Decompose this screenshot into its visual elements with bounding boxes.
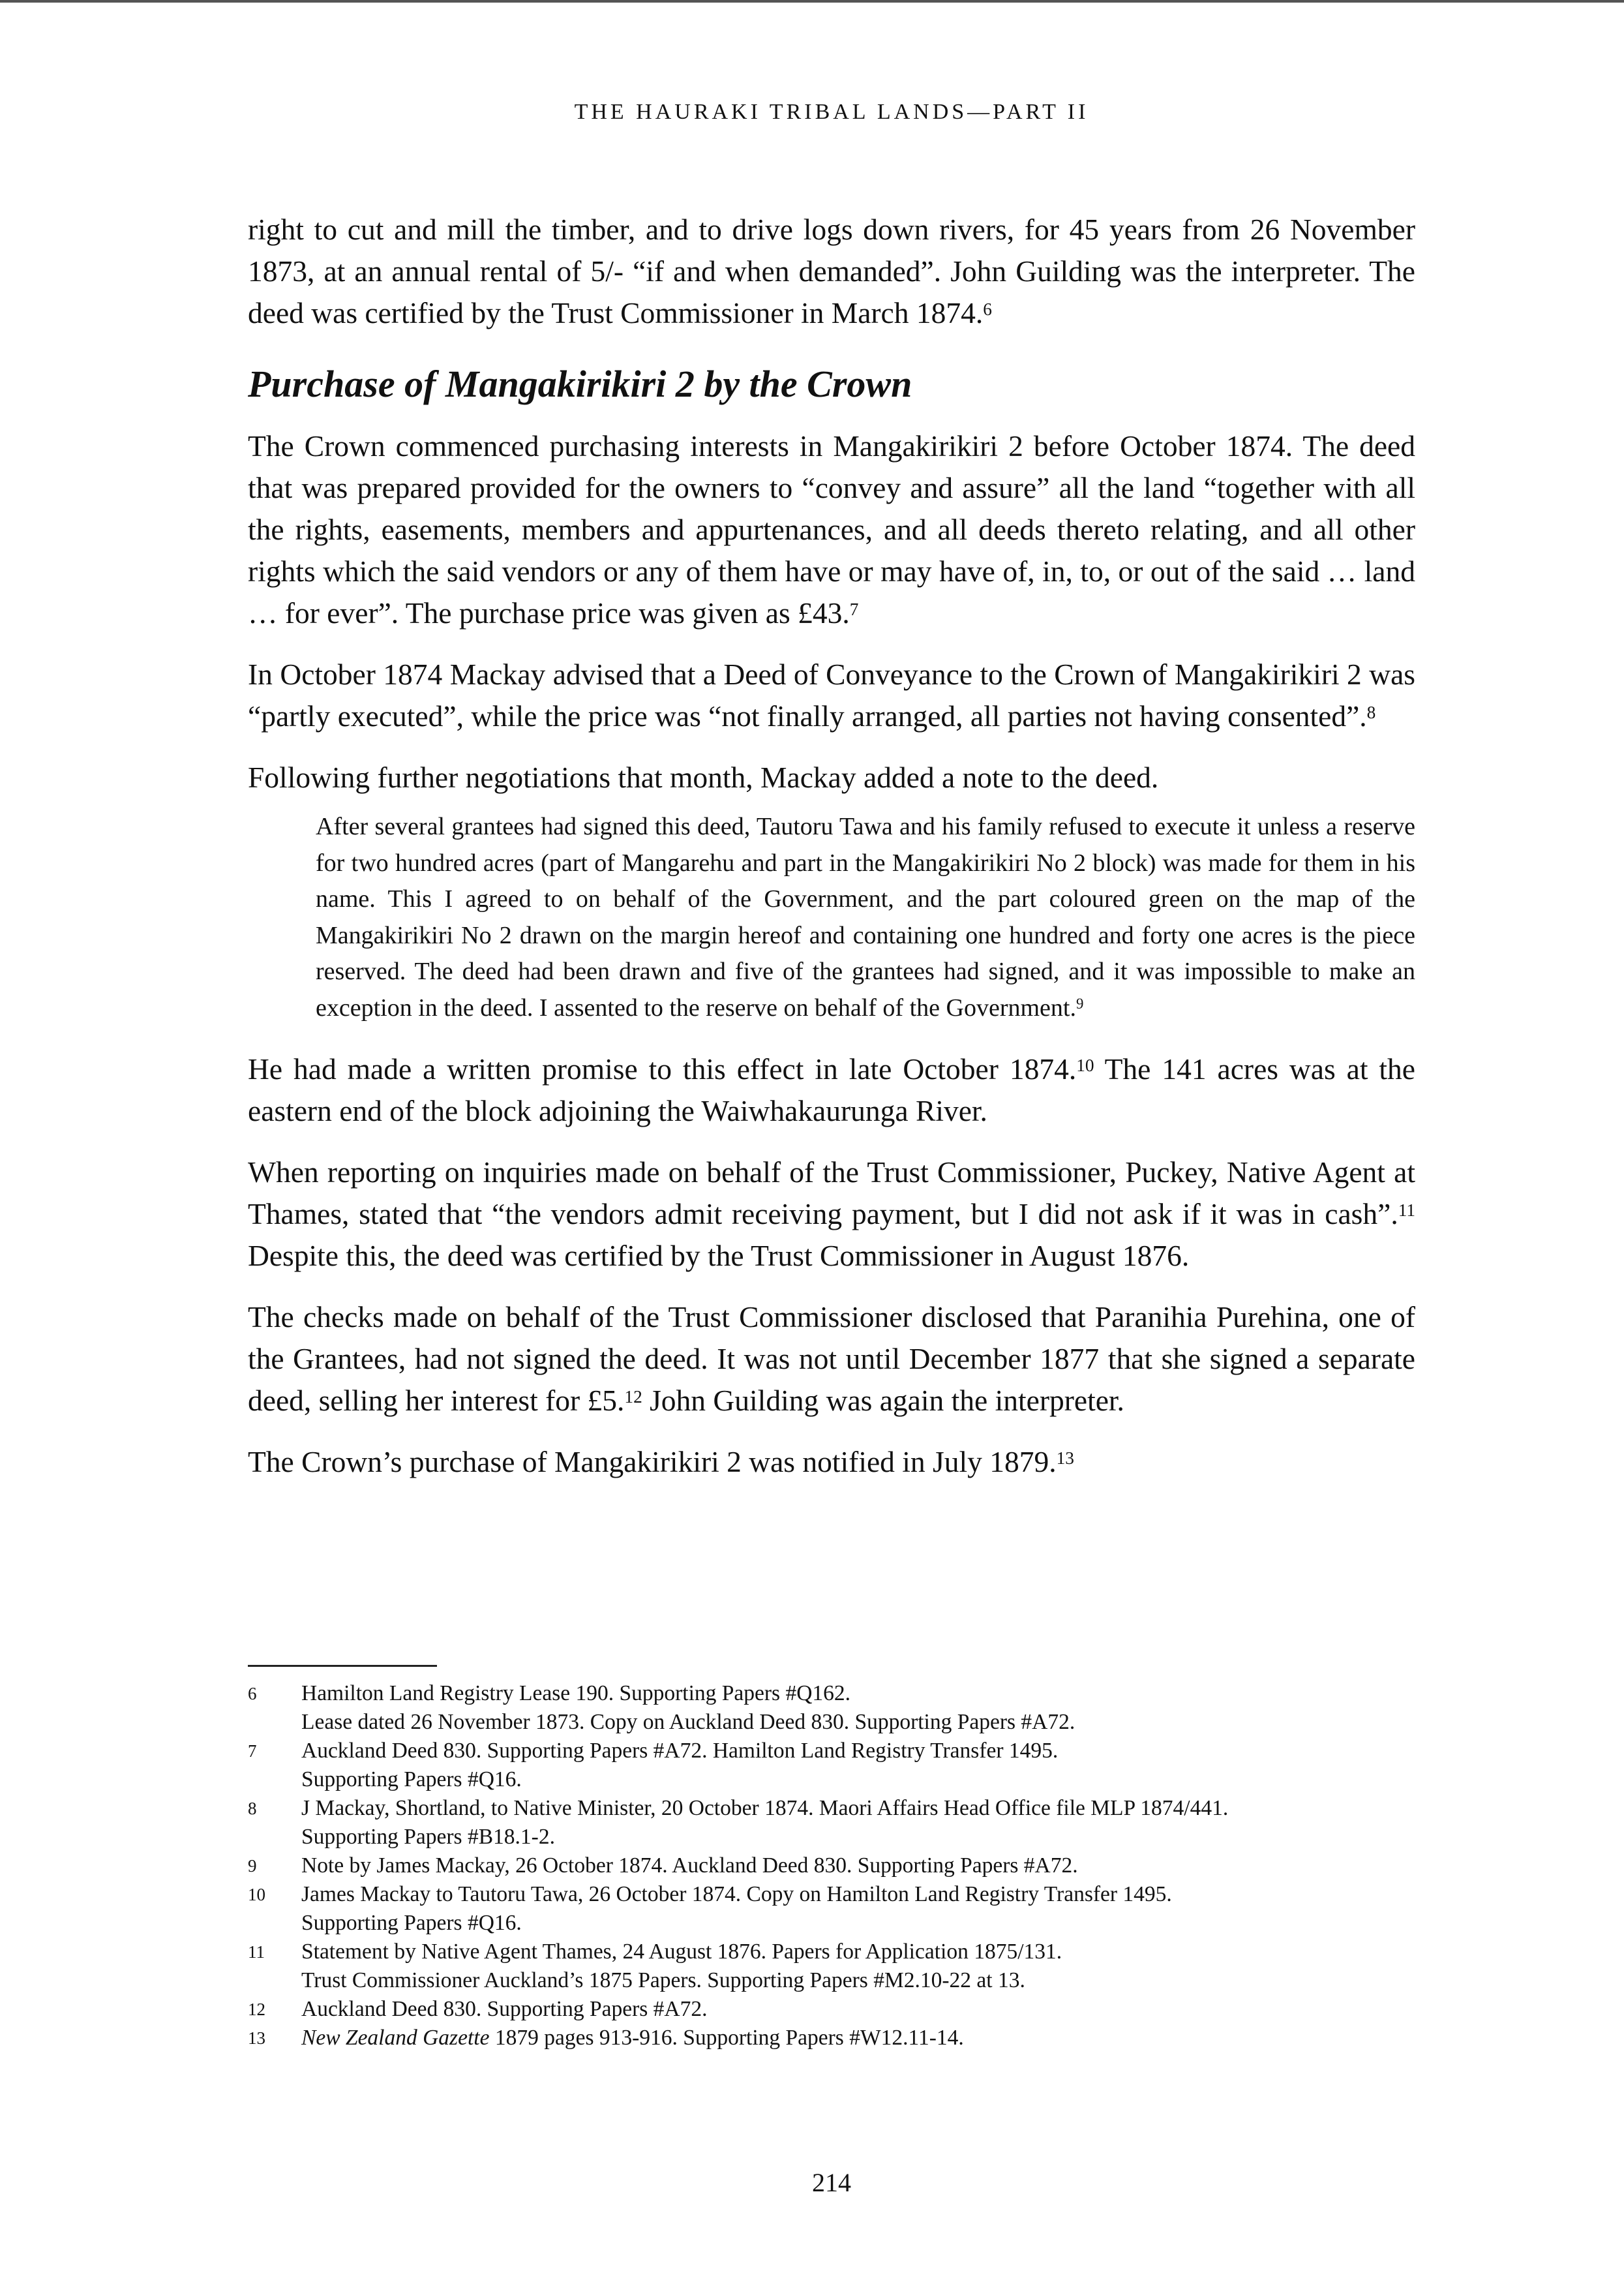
paragraph-deed-conveyance (248, 654, 1415, 737)
paragraph-negotiations (248, 757, 1415, 799)
footnote-ref[interactable]: 9 (1075, 996, 1084, 1013)
footnote-number: 9 (248, 1856, 257, 1876)
footnote-13 (248, 2024, 1415, 2052)
body-text (248, 209, 1415, 1502)
footnote-separator (248, 1665, 437, 1667)
paragraph-text: In October 1874 Mackay advised that a Deed of Conveyance to the Crown of Mangakirikiri 2 was “partly executed”, while the price was “not finally arranged, all parties not having consented”. (248, 658, 1415, 733)
footnote-10 (248, 1880, 1415, 1938)
footnote-ref[interactable]: 10 (1076, 1055, 1094, 1075)
footnote-line: Note by James Mackay, 26 October 1874. Auckland Deed 830. Supporting Papers #A72. (301, 1853, 1078, 1878)
footnote-ref[interactable]: 6 (983, 299, 992, 319)
paragraph-text: When reporting on inquiries made on behalf of the Trust Commissioner, Puckey, Native Agent at Thames, stated that “the vendors admit receiving payment, but I did not ask if it was in cash”. (248, 1155, 1415, 1230)
paragraph-text: He had made a written promise to this effect in late October 1874. (248, 1052, 1077, 1086)
paragraph-text: Despite this, the deed was certified by the Trust Commissioner in August 1876. (248, 1239, 1190, 1272)
paragraph-text: Following further negotiations that month, Mackay added a note to the deed. (248, 761, 1159, 794)
footnote-11 (248, 1938, 1415, 1995)
footnote-line: Auckland Deed 830. Supporting Papers #A72. (301, 1997, 708, 2021)
footnote-ref[interactable]: 12 (624, 1386, 642, 1407)
footnote-line: Hamilton Land Registry Lease 190. Supporting Papers #Q162. (301, 1681, 851, 1705)
footnote-7 (248, 1737, 1415, 1794)
footnote-ref[interactable]: 13 (1056, 1448, 1074, 1468)
footnote-8 (248, 1794, 1415, 1851)
footnote-number: 7 (248, 1741, 257, 1761)
footnote-number: 12 (248, 2000, 265, 2019)
footnote-9 (248, 1851, 1415, 1880)
paragraph-text: The Crown’s purchase of Mangakirikiri 2 was notified in July 1879. (248, 1445, 1057, 1478)
footnote-line: Supporting Papers #B18.1-2. (301, 1825, 555, 1849)
footnote-12 (248, 1995, 1415, 2024)
footnote-number: 13 (248, 2028, 265, 2048)
gazette-title: New Zealand Gazette (301, 2026, 490, 2050)
quote-text: After several grantees had signed this deed, Tautoru Tawa and his family refused to execute it unless a reserve for two hundred acres (part of Mangarehu and part in the Mangakirikiri No 2 block) was made for them in his name. This I agreed to on behalf of the Government, and the part coloured green on the map of the Mangakirikiri No 2 drawn on the margin hereof and containing one hundred and forty one acres is the piece reserved. The deed had been drawn and five of the grantees had signed, and it was impossible to make an exception in the deed. I assented to the reserve on behalf of the Government. (316, 813, 1415, 1022)
section-heading: Purchase of Mangakirikiri 2 by the Crown (248, 363, 912, 405)
paragraph-text: The 141 acres was at the eastern end of the block adjoining the Waiwhakaurunga River. (248, 1052, 1416, 1127)
paragraph-crown-purchase (248, 425, 1415, 634)
footnote-line: Supporting Papers #Q16. (301, 1911, 522, 1935)
footnote-line: Supporting Papers #Q16. (301, 1767, 522, 1791)
footnote-number: 10 (248, 1885, 265, 1904)
paragraph-checks (248, 1296, 1415, 1422)
footnote-text: 1879 pages 913-916. Supporting Papers #W12.11-14. (489, 2026, 964, 2050)
paragraph-text: John Guilding was again the interpreter. (642, 1384, 1124, 1417)
paragraph-inquiries (248, 1151, 1415, 1277)
footnote-line: Trust Commissioner Auckland’s 1875 Papers. Supporting Papers #M2.10-22 at 13. (301, 1968, 1025, 1992)
footnote-number: 6 (248, 1684, 257, 1703)
footnote-line (301, 2024, 1415, 2052)
paragraph-text: The checks made on behalf of the Trust Commissioner disclosed that Paranihia Purehina, one of the Grantees, had not signed the deed. It was not until December 1877 that she signed a separate deed, selling her interest for £5. (248, 1300, 1415, 1417)
paragraph-text: right to cut and mill the timber, and to drive logs down rivers, for 45 years from 26 November 1873, at an annual rental of 5/- “if and when demanded”. John Guilding was the interpreter. The deed was certified by the Trust Commissioner in March 1874. (248, 213, 1415, 329)
footnote-line: J Mackay, Shortland, to Native Minister, 20 October 1874. Maori Affairs Head Office file MLP 1874/441. (301, 1796, 1229, 1820)
top-border-rule (0, 0, 1624, 3)
paragraph-text: The Crown commenced purchasing interests in Mangakirikiri 2 before October 1874. The deed that was prepared provided for the owners to “convey and assure” all the land “together with all the rights, easements, members and appurtenances, and all deeds thereto relating, and all other rights which the said vendors or any of them have or may have of, in, to, or out of the said … land … for ever”. The purchase price was given as £43. (248, 429, 1415, 630)
page-number: 214 (812, 2168, 851, 2197)
footnote-line: Statement by Native Agent Thames, 24 August 1876. Papers for Application 1875/131. (301, 1940, 1062, 1964)
footnote-line: Lease dated 26 November 1873. Copy on Auckland Deed 830. Supporting Papers #A72. (301, 1710, 1075, 1734)
paragraph-lease-terms (248, 209, 1415, 334)
footnote-ref[interactable]: 7 (849, 599, 859, 619)
footnote-number: 8 (248, 1799, 257, 1818)
block-quote (316, 809, 1415, 1026)
footnote-6 (248, 1679, 1415, 1737)
running-head: THE HAURAKI TRIBAL LANDS—PART II (574, 100, 1089, 124)
footnote-ref[interactable]: 8 (1366, 702, 1376, 722)
paragraph-notified (248, 1441, 1415, 1483)
footnote-line: James Mackay to Tautoru Tawa, 26 October 1874. Copy on Hamilton Land Registry Transfer 1495. (301, 1882, 1172, 1906)
footnote-ref[interactable]: 11 (1398, 1200, 1415, 1220)
footnote-line: Auckland Deed 830. Supporting Papers #A72. Hamilton Land Registry Transfer 1495. (301, 1739, 1059, 1763)
paragraph-written-promise (248, 1048, 1415, 1132)
footnote-number: 11 (248, 1942, 265, 1962)
footnotes (248, 1679, 1415, 2052)
